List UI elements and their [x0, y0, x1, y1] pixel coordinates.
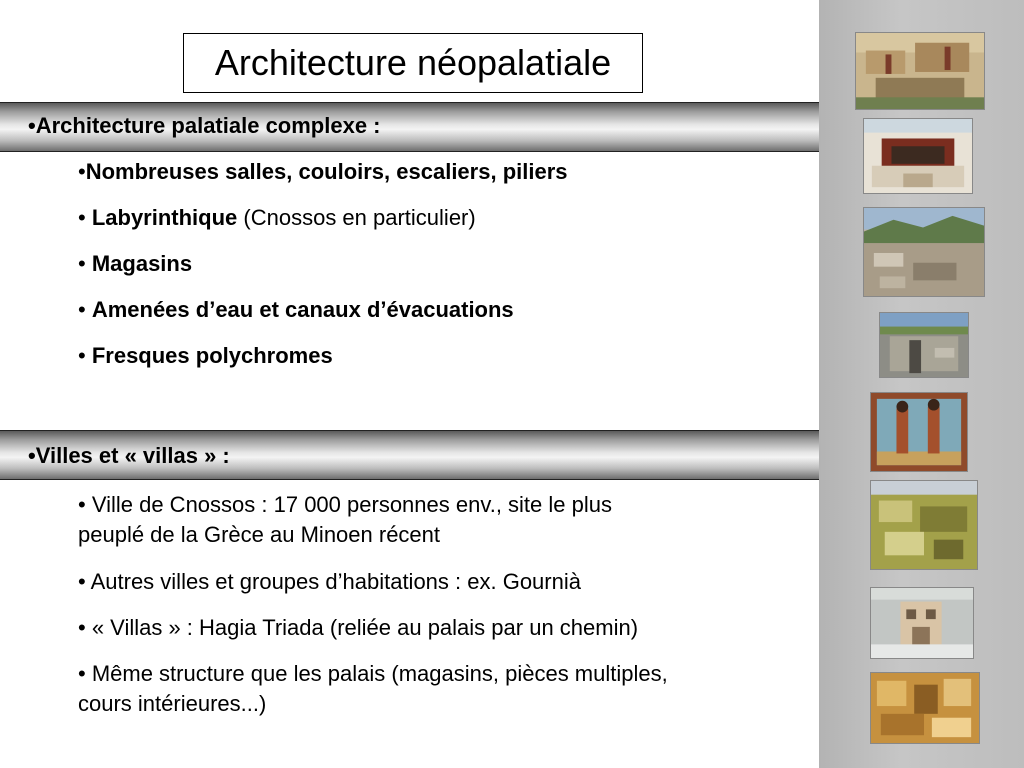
item-line: • « Villas » : Hagia Triada (reliée au palais par un chemin)	[78, 615, 639, 640]
section1-heading: •Architecture palatiale complexe :	[28, 113, 381, 138]
item-line: • Ville de Cnossos : 17 000 personnes env., site le plus	[78, 492, 612, 517]
gournia-ruins-aerial-photo	[870, 480, 978, 570]
item-bold-text: Amenées d’eau et canaux d’évacuations	[91, 297, 514, 322]
section2-item-3	[78, 613, 778, 643]
section2-item-2	[78, 567, 778, 597]
knossos-site-landscape-photo	[863, 207, 985, 297]
item-bold-text: Magasins	[91, 251, 193, 276]
house-model-photo	[870, 587, 974, 659]
item-line: • Même structure que les palais (magasins, pièces multiples,	[78, 661, 668, 686]
bullet: •	[78, 343, 92, 368]
item-line: peuplé de la Grèce au Minoen récent	[78, 522, 441, 547]
section2-item-1	[78, 490, 778, 550]
water-channel-ruins-photo	[879, 312, 969, 378]
section2-item-4	[78, 659, 778, 719]
fresco-cupbearers-photo	[870, 392, 968, 472]
section1-item-4	[78, 295, 778, 325]
bullet: •	[78, 251, 92, 276]
item-line: • Autres villes et groupes d’habitations : ex. Gournià	[78, 569, 581, 594]
section1-header-band	[0, 102, 819, 152]
throne-room-ruins-photo	[863, 118, 973, 194]
section1-item-3	[78, 249, 778, 279]
section2-header-band	[0, 430, 819, 480]
bullet: •	[78, 205, 92, 230]
bullet: •	[78, 159, 86, 184]
section2-heading: •Villes et « villas » :	[28, 443, 230, 468]
item-line: cours intérieures...)	[78, 691, 267, 716]
item-bold-text: Nombreuses salles, couloirs, escaliers, piliers	[85, 159, 568, 184]
section1-item-5	[78, 341, 778, 371]
item-bold-text: Labyrinthique	[91, 205, 238, 230]
page-title: Architecture néopalatiale	[214, 42, 612, 83]
image-sidebar	[819, 0, 1024, 768]
section1-item-2	[78, 203, 778, 233]
item-bold-text: Fresques polychromes	[91, 343, 333, 368]
item-text: (Cnossos en particulier)	[237, 205, 476, 230]
section1-item-1	[78, 157, 778, 187]
palace-reconstruction-photo	[855, 32, 985, 110]
bullet: •	[78, 297, 92, 322]
title-box	[183, 33, 643, 93]
storage-magazines-ruins-photo	[870, 672, 980, 744]
